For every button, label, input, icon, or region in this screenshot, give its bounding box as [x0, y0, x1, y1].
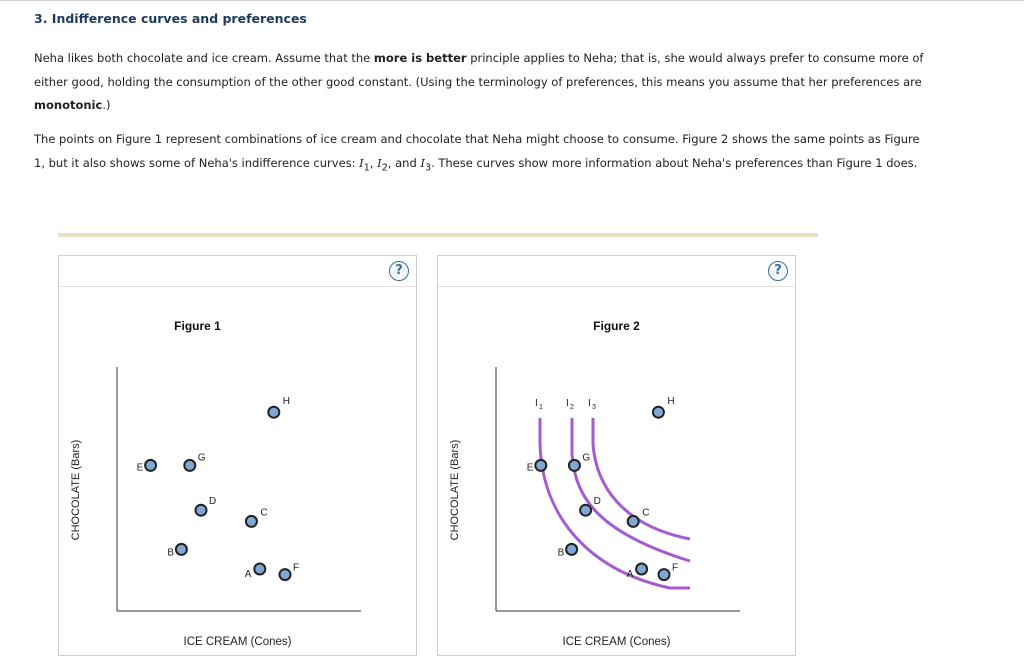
curve-symbol: I: [359, 155, 364, 170]
point-label-a: A: [244, 569, 252, 580]
curve-label-sub: 1: [539, 404, 543, 411]
point-label-d: D: [593, 496, 601, 508]
text-segment: principle applies to Neha; that is, she would always prefer to consume more of either good, holding the consumption of the other good constant. (Using the terminology of preferences, this means you assume that her preferences are: [34, 51, 924, 89]
points-group: [527, 396, 678, 580]
curve-subscript: 2: [381, 161, 388, 173]
intro-paragraph: [34, 47, 924, 118]
points-group: [137, 396, 300, 580]
figure-2-panel: [437, 255, 796, 656]
point-d[interactable]: [196, 505, 207, 516]
point-label-b: B: [167, 547, 175, 559]
point-label-e: E: [526, 462, 534, 474]
point-label-g: G: [197, 452, 206, 464]
point-c[interactable]: [628, 516, 639, 527]
point-label-g: G: [582, 452, 591, 464]
y-axis-label: CHOCOLATE (Bars): [449, 439, 461, 541]
point-g[interactable]: [184, 460, 195, 471]
curve-symbol: I: [377, 155, 382, 170]
section-divider: [58, 233, 818, 237]
text-segment: Neha likes both chocolate and ice cream. Assume that the: [34, 51, 374, 65]
point-b[interactable]: [566, 544, 577, 555]
point-a[interactable]: [636, 564, 647, 575]
top-divider: [0, 0, 1024, 1]
help-icon[interactable]: ?: [768, 261, 788, 281]
point-c[interactable]: [246, 516, 257, 527]
curve-subscript: 1: [363, 161, 370, 173]
point-e[interactable]: [145, 460, 156, 471]
point-f[interactable]: [280, 569, 291, 580]
text-segment: , and: [387, 155, 421, 170]
curve-label-sub: 3: [592, 404, 596, 411]
point-label-h: H: [282, 396, 291, 408]
text-segment: The points on Figure 1 represent combinations of ice cream and chocolate that Neha might choose to consume. Figure 2 shows the same points as Figure 1, but it also shows some of Neha's indifference curves:: [34, 132, 920, 170]
point-label-c: C: [260, 507, 268, 519]
curve-symbol: I: [420, 155, 425, 170]
point-label-b: B: [557, 547, 565, 559]
figure-2-title: Figure 2: [593, 319, 640, 333]
figure-1-plot: [59, 256, 418, 657]
x-axis-label: ICE CREAM (Cones): [562, 636, 671, 648]
indifference-curve-i1[interactable]: [540, 418, 690, 588]
curve-label-i1: [535, 398, 543, 411]
point-f[interactable]: [659, 569, 670, 580]
point-a[interactable]: [254, 564, 265, 575]
text-segment: . These curves show more information about Neha's preferences than Figure 1 does.: [431, 155, 918, 170]
curve-label-i3: [588, 398, 596, 411]
point-e[interactable]: [535, 460, 546, 471]
figure-1-panel: [58, 255, 417, 656]
point-h[interactable]: [653, 407, 664, 418]
curve-label-i2: [566, 398, 574, 411]
point-label-d: D: [209, 496, 217, 508]
point-b[interactable]: [176, 544, 187, 555]
indifference-curve-i2[interactable]: [572, 418, 690, 561]
point-label-c: C: [642, 507, 650, 519]
y-axis-label: CHOCOLATE (Bars): [70, 439, 82, 541]
figure-1-title: Figure 1: [174, 319, 221, 333]
point-label-f: F: [293, 562, 300, 574]
point-label-h: H: [667, 396, 675, 408]
x-axis-label: ICE CREAM (Cones): [183, 636, 292, 648]
curve-label-text: I: [588, 398, 591, 409]
point-label-a: A: [626, 569, 634, 580]
figures-paragraph: [34, 128, 924, 179]
curve-label-sub: 2: [570, 404, 574, 411]
curve-subscript: 3: [424, 161, 432, 173]
figure-2-plot: [438, 256, 797, 657]
text-segment: .): [102, 98, 111, 112]
text-segment: ,: [369, 155, 378, 170]
curve-label-text: I: [566, 398, 569, 409]
point-g[interactable]: [569, 460, 580, 471]
bold-term: more is better: [373, 51, 467, 65]
point-label-e: E: [136, 462, 144, 474]
curve-label-text: I: [535, 398, 538, 409]
bold-term: monotonic: [34, 98, 103, 112]
question-heading: 3. Indifference curves and preferences: [34, 11, 307, 26]
point-d[interactable]: [580, 505, 591, 516]
point-h[interactable]: [268, 407, 279, 418]
point-label-f: F: [672, 562, 679, 574]
help-icon[interactable]: ?: [389, 261, 409, 281]
